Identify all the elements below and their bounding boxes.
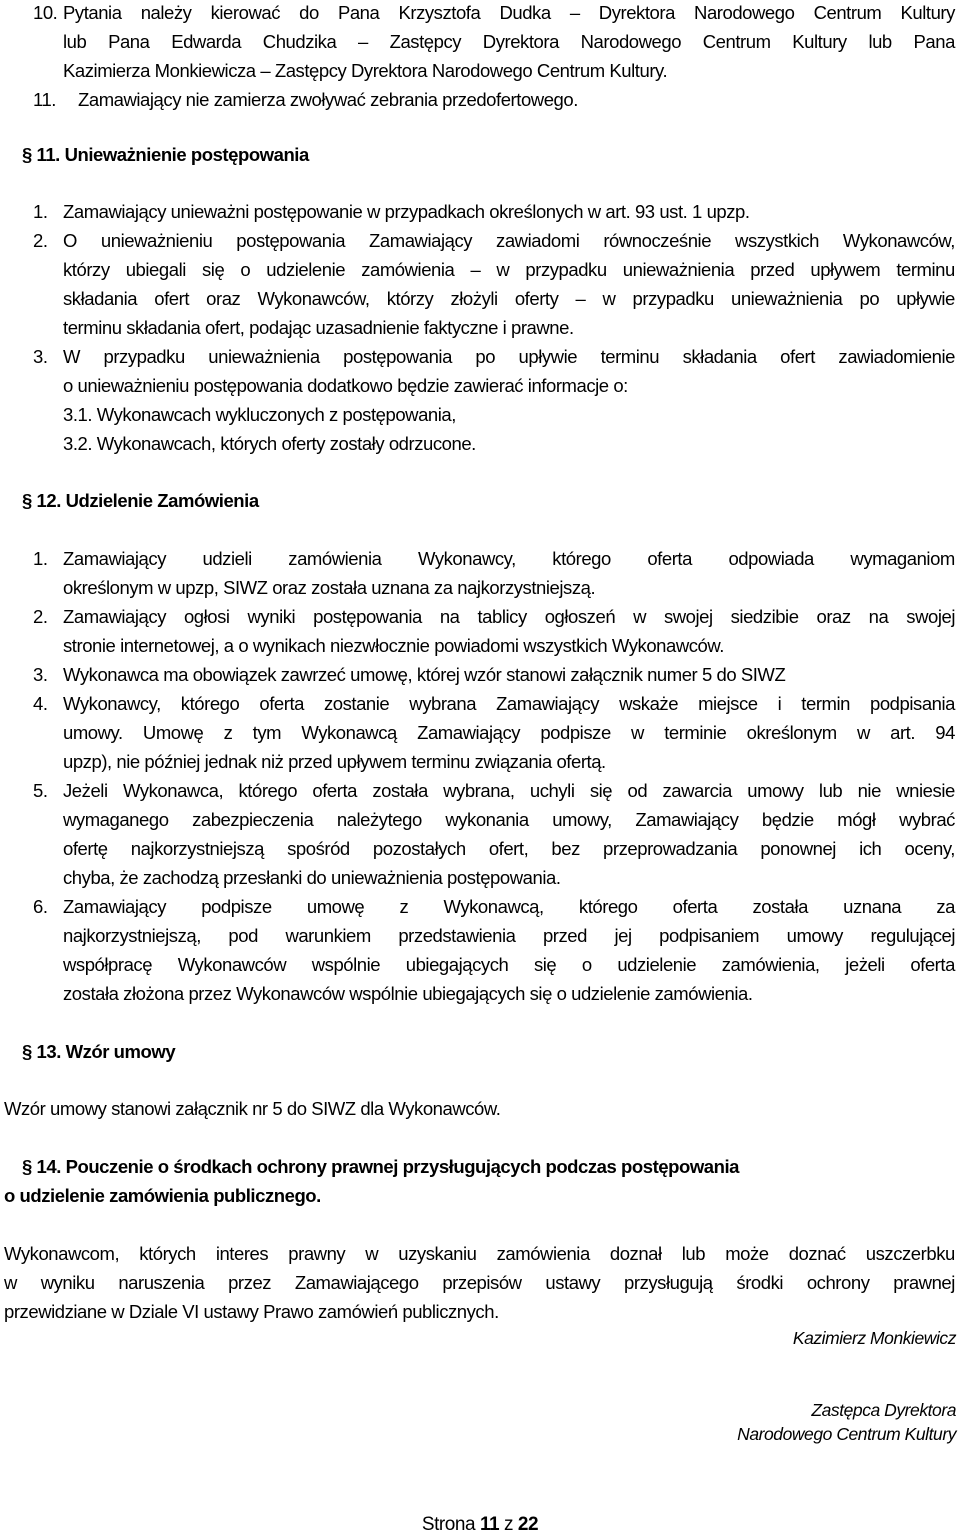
word: unieważnieniu <box>100 230 213 251</box>
word: najkorzystniejszą, <box>63 925 201 946</box>
word: Krzysztofa <box>398 2 481 23</box>
section-14-text-line-2 <box>4 1272 955 1294</box>
word: naruszenia <box>118 1272 205 1293</box>
word: którzy <box>386 288 434 309</box>
section-12-point-1-line-1 <box>63 548 955 570</box>
word: Dyrektora <box>482 31 559 52</box>
word: wymaganego <box>63 809 169 830</box>
word: Zamawiający <box>417 722 521 743</box>
word: upływie <box>896 288 955 309</box>
word: zamówienia <box>361 259 455 280</box>
word: do <box>299 2 319 23</box>
word: udzieli <box>202 548 252 569</box>
word: w <box>633 606 647 627</box>
word: zawarcia <box>662 780 732 801</box>
word: prawnej <box>893 1272 955 1293</box>
word: należytego <box>336 809 422 830</box>
word: umowę <box>306 896 365 917</box>
word: Zamawiający <box>369 230 473 251</box>
word: uznana <box>843 896 902 917</box>
word: w <box>496 259 510 280</box>
word: – <box>575 288 586 309</box>
section-12-point-5-line-3 <box>63 838 955 860</box>
word: przeprowadzania <box>603 838 738 859</box>
item-number: 11. <box>33 89 56 110</box>
word: unieważnienia <box>622 259 735 280</box>
section-12-point-4-line-2 <box>63 722 955 744</box>
item-11-text: Zamawiający nie zamierza zwoływać zebrania przedofertowego. <box>78 89 578 110</box>
word: – <box>358 31 368 52</box>
section-12-point-5-line-4: chyba, że zachodzą przesłanki do unieważnienia postępowania. <box>63 867 561 888</box>
word: ofertę <box>63 838 108 859</box>
word: uchyli <box>529 780 575 801</box>
section-11-point-3-1: 3.1. Wykonawcach wykluczonych z postępowania, <box>63 404 456 425</box>
section-12-point-2-line-1 <box>63 606 955 628</box>
word: Zamawiającego <box>294 1272 419 1293</box>
word: uszczerbku <box>865 1243 955 1264</box>
word: ustawy <box>545 1272 601 1293</box>
word: Edwarda <box>171 31 242 52</box>
word: Kultury <box>792 31 847 52</box>
word: Dudka <box>499 2 551 23</box>
section-12-point-6-line-4: została złożona przez Wykonawców wspólnie ubiegających się o udzielenie zamówienia. <box>63 983 753 1004</box>
word: ochrony <box>806 1272 870 1293</box>
word: zawiadomienie <box>838 346 955 367</box>
word: wspólnie <box>311 954 381 975</box>
word: art. <box>890 722 916 743</box>
word: interes <box>215 1243 269 1264</box>
word: bez <box>551 838 580 859</box>
word: Zamawiający <box>496 693 600 714</box>
section-11-point-1: Zamawiający unieważni postępowanie w przypadkach określonych w art. 93 ust. 1 upzp. <box>63 201 750 222</box>
word: współpracę <box>63 954 153 975</box>
section-14-text-line-3: przewidziane w Dziale VI ustawy Prawo zamówień publicznych. <box>4 1301 499 1322</box>
section-13-heading: § 13. Wzór umowy <box>22 1041 176 1062</box>
word: Wykonawcą <box>301 722 397 743</box>
word: się <box>533 954 557 975</box>
word: o <box>240 259 251 280</box>
word: miejsce <box>698 693 758 714</box>
word: się <box>201 259 225 280</box>
word: O <box>63 230 77 251</box>
word: przepisów <box>442 1272 522 1293</box>
word: swojej <box>663 606 713 627</box>
word: Zamawiający <box>63 896 166 917</box>
word: należy <box>140 2 192 23</box>
word: w <box>4 1272 17 1293</box>
word: złożyli <box>450 288 498 309</box>
footer-of: z <box>504 1514 514 1535</box>
word: jeżeli <box>845 954 885 975</box>
word: ofert, <box>488 838 529 859</box>
word: termin <box>801 693 850 714</box>
section-12-heading: § 12. Udzielenie Zamówienia <box>22 490 259 511</box>
word: odpowiada <box>728 548 814 569</box>
word: udzielenie <box>617 954 697 975</box>
word: wykonania <box>445 809 529 830</box>
word: udzielenie <box>266 259 346 280</box>
word: ogłoszeń <box>544 606 616 627</box>
section-12-point-6-line-3 <box>63 954 955 976</box>
word: upływem <box>810 259 881 280</box>
word: przypadku <box>103 346 185 367</box>
word: o <box>581 954 592 975</box>
item-number: 10. <box>33 2 58 23</box>
word: którego <box>180 693 240 714</box>
word: którego <box>578 896 638 917</box>
word: oferta <box>647 548 692 569</box>
word: może <box>725 1243 769 1264</box>
word: podpisze <box>201 896 272 917</box>
word: przedstawienia <box>398 925 516 946</box>
word: składania <box>63 288 138 309</box>
word: tym <box>252 722 282 743</box>
word: Kultury <box>900 2 955 23</box>
item-number: 3. <box>33 346 48 367</box>
word: Umowę <box>142 722 204 743</box>
section-11-point-2-line-1 <box>63 230 955 252</box>
signature-role-line-2: Narodowego Centrum Kultury <box>737 1424 956 1444</box>
word: oraz <box>816 606 851 627</box>
word: Wykonawców <box>177 954 287 975</box>
word: Wykonawcy, <box>63 693 161 714</box>
word: po <box>475 346 496 367</box>
word: zawiadomi <box>496 230 580 251</box>
word: Pana <box>913 31 955 52</box>
word: Zamawiający <box>63 548 166 569</box>
word: 94 <box>935 722 955 743</box>
word: zamówienia <box>496 1243 590 1264</box>
word: lub <box>818 780 843 801</box>
section-12-point-6-line-2 <box>63 925 955 947</box>
footer-total: 22 <box>517 1514 539 1535</box>
word: oceny, <box>904 838 955 859</box>
word: którego <box>552 548 611 569</box>
word: terminu <box>896 259 955 280</box>
word: przez <box>228 1272 272 1293</box>
word: zamówienia, <box>721 954 820 975</box>
word: mógł <box>837 809 876 830</box>
word: prawny <box>288 1243 346 1264</box>
word: przysługują <box>624 1272 713 1293</box>
word: wyniku <box>40 1272 95 1293</box>
word: na <box>439 606 460 627</box>
word: siedzibie <box>730 606 799 627</box>
word: podpisze <box>540 722 611 743</box>
word: ogłosi <box>183 606 230 627</box>
item-number: 6. <box>33 896 48 917</box>
word: przed <box>542 925 587 946</box>
page-number-footer <box>0 1514 960 1536</box>
word: składania <box>682 346 757 367</box>
item-10-line-1 <box>63 2 955 24</box>
word: Wykonawców, <box>842 230 955 251</box>
item-number: 5. <box>33 780 48 801</box>
word: w <box>365 1243 379 1264</box>
word: zostanie <box>323 693 390 714</box>
word: w <box>631 722 644 743</box>
word: postępowania <box>313 606 422 627</box>
word: Wykonawcą, <box>443 896 544 917</box>
section-11-point-3-line-2: o unieważnieniu postępowania dodatkowo będzie zawierać informacje o: <box>63 375 628 396</box>
word: najkorzystniejszą <box>130 838 264 859</box>
section-14-text-line-1 <box>4 1243 955 1265</box>
word: umowy, <box>552 809 612 830</box>
word: nie <box>857 780 881 801</box>
word: Pana <box>337 2 380 23</box>
word: środki <box>736 1272 784 1293</box>
word: ponownej <box>760 838 836 859</box>
word: przed <box>750 259 795 280</box>
section-13-text: Wzór umowy stanowi załącznik nr 5 do SIWZ dla Wykonawców. <box>4 1098 501 1119</box>
word: terminie <box>664 722 727 743</box>
word: umowy. <box>63 722 123 743</box>
word: umowy <box>747 780 804 801</box>
word: zabezpieczenia <box>192 809 314 830</box>
word: przypadku <box>632 288 714 309</box>
item-10-line-3: Kazimierza Monkiewicza – Zastępcy Dyrektora Narodowego Centrum Kultury. <box>63 60 668 81</box>
word: uzyskaniu <box>398 1243 477 1264</box>
word: umowy <box>786 925 843 946</box>
word: warunkiem <box>285 925 371 946</box>
word: Wykonawcom, <box>4 1243 120 1264</box>
word: którzy <box>63 259 110 280</box>
word: się <box>589 780 613 801</box>
word: określonym <box>746 722 837 743</box>
word: kierować <box>210 2 280 23</box>
word: podpisania <box>870 693 955 714</box>
signature-name: Kazimierz Monkiewicz <box>792 1328 956 1348</box>
word: postępowania <box>236 230 346 251</box>
section-11-point-3-line-1 <box>63 346 955 368</box>
word: doznać <box>788 1243 846 1264</box>
word: oferta <box>259 693 304 714</box>
word: wniesie <box>896 780 955 801</box>
word: została <box>372 780 428 801</box>
word: Centrum <box>813 2 882 23</box>
item-number: 4. <box>33 693 48 714</box>
word: którego <box>238 780 298 801</box>
word: tablicy <box>477 606 527 627</box>
section-12-point-6-line-1 <box>63 896 955 918</box>
section-12-point-2-line-2: stronie internetowej, a o wynikach niezwłocznie powiadomi wszystkich Wykonawców. <box>63 635 724 656</box>
section-14-heading-line-2: o udzielenie zamówienia publicznego. <box>4 1185 321 1206</box>
word: – <box>470 259 481 280</box>
item-number: 3. <box>33 664 48 685</box>
word: unieważnienia <box>208 346 320 367</box>
word: została <box>752 896 808 917</box>
item-number: 1. <box>33 548 48 569</box>
word: oferty <box>514 288 559 309</box>
word: swojej <box>906 606 955 627</box>
word: wybrana, <box>443 780 515 801</box>
word: ofert <box>780 346 815 367</box>
footer-prefix: Strona <box>421 1514 476 1535</box>
word: po <box>859 288 880 309</box>
word: Chudzika <box>262 31 337 52</box>
word: doznał <box>609 1243 662 1264</box>
word: będzie <box>761 809 814 830</box>
word: Jeżeli <box>63 780 108 801</box>
word: w <box>856 722 870 743</box>
word: podpisaniem <box>659 925 760 946</box>
section-12-point-4-line-3: upzp), nie później jednak niż przed upływem terminu związania ofertą. <box>63 751 606 772</box>
word: przypadku <box>525 259 607 280</box>
section-11-point-3-2: 3.2. Wykonawcach, których oferty zostały odrzucone. <box>63 433 476 454</box>
footer-page: 11 <box>479 1514 500 1535</box>
word: spośród <box>287 838 350 859</box>
word: wszystkich <box>735 230 819 251</box>
signature-role-line-1: Zastępca Dyrektora <box>811 1400 956 1420</box>
word: wybrana <box>409 693 477 714</box>
word: upływie <box>518 346 578 367</box>
word: ubiegali <box>125 259 186 280</box>
word: ich <box>859 838 882 859</box>
word: ubiegających <box>405 954 509 975</box>
word: Wykonawców, <box>257 288 370 309</box>
item-number: 2. <box>33 230 48 251</box>
word: Dyrektora <box>598 2 675 23</box>
item-number: 1. <box>33 201 48 222</box>
word: ofert <box>154 288 190 309</box>
word: i <box>777 693 782 714</box>
section-11-point-2-line-4: terminu składania ofert, podając uzasadnienie faktyczne i prawne. <box>63 317 574 338</box>
word: zamówienia <box>288 548 382 569</box>
word: W <box>63 346 81 367</box>
word: Narodowego <box>580 31 682 52</box>
word: na <box>868 606 889 627</box>
word: Zamawiający <box>635 809 739 830</box>
word: oferta <box>910 954 955 975</box>
word: od <box>627 780 648 801</box>
word: Zamawiający <box>63 606 166 627</box>
word: z <box>223 722 233 743</box>
word: których <box>139 1243 196 1264</box>
section-12-point-3: Wykonawca ma obowiązek zawrzeć umowę, której wzór stanowi załącznik numer 5 do SIWZ <box>63 664 786 685</box>
section-11-point-2-line-3 <box>63 288 955 310</box>
word: terminu <box>600 346 660 367</box>
word: pozostałych <box>372 838 466 859</box>
word: Centrum <box>702 31 771 52</box>
section-12-point-4-line-1 <box>63 693 955 715</box>
word: pod <box>228 925 258 946</box>
word: za <box>936 896 955 917</box>
word: oferta <box>312 780 357 801</box>
word: – <box>569 2 580 23</box>
word: Narodowego <box>694 2 795 23</box>
word: Wykonawca, <box>122 780 224 801</box>
word: z <box>399 896 409 917</box>
word: Pytania <box>63 2 122 23</box>
word: oferta <box>672 896 718 917</box>
word: w <box>602 288 616 309</box>
word: lub <box>63 31 87 52</box>
section-11-point-2-line-2 <box>63 259 955 281</box>
section-11-heading: § 11. Unieważnienie postępowania <box>22 144 309 165</box>
section-12-point-5-line-2 <box>63 809 955 831</box>
word: jej <box>614 925 632 946</box>
word: lub <box>868 31 892 52</box>
word: wskaże <box>619 693 679 714</box>
word: unieważnienia <box>730 288 843 309</box>
item-10-line-2 <box>63 31 955 53</box>
word: Zastępcy <box>389 31 462 52</box>
section-12-point-5-line-1 <box>63 780 955 802</box>
word: wymaganiom <box>850 548 955 569</box>
word: regulującej <box>870 925 955 946</box>
section-14-heading-line-1: § 14. Pouczenie o środkach ochrony prawnej przysługujących podczas postępowania <box>22 1156 739 1177</box>
word: postępowania <box>343 346 452 367</box>
word: Pana <box>108 31 150 52</box>
word: lub <box>681 1243 706 1264</box>
item-number: 2. <box>33 606 48 627</box>
word: oraz <box>206 288 241 309</box>
section-12-point-1-line-2: określonym w upzp, SIWZ oraz została uznana za najkorzystniejszą. <box>63 577 596 598</box>
word: wybrać <box>899 809 955 830</box>
word: wyniki <box>247 606 296 627</box>
word: Wykonawcy, <box>417 548 516 569</box>
word: równocześnie <box>603 230 712 251</box>
